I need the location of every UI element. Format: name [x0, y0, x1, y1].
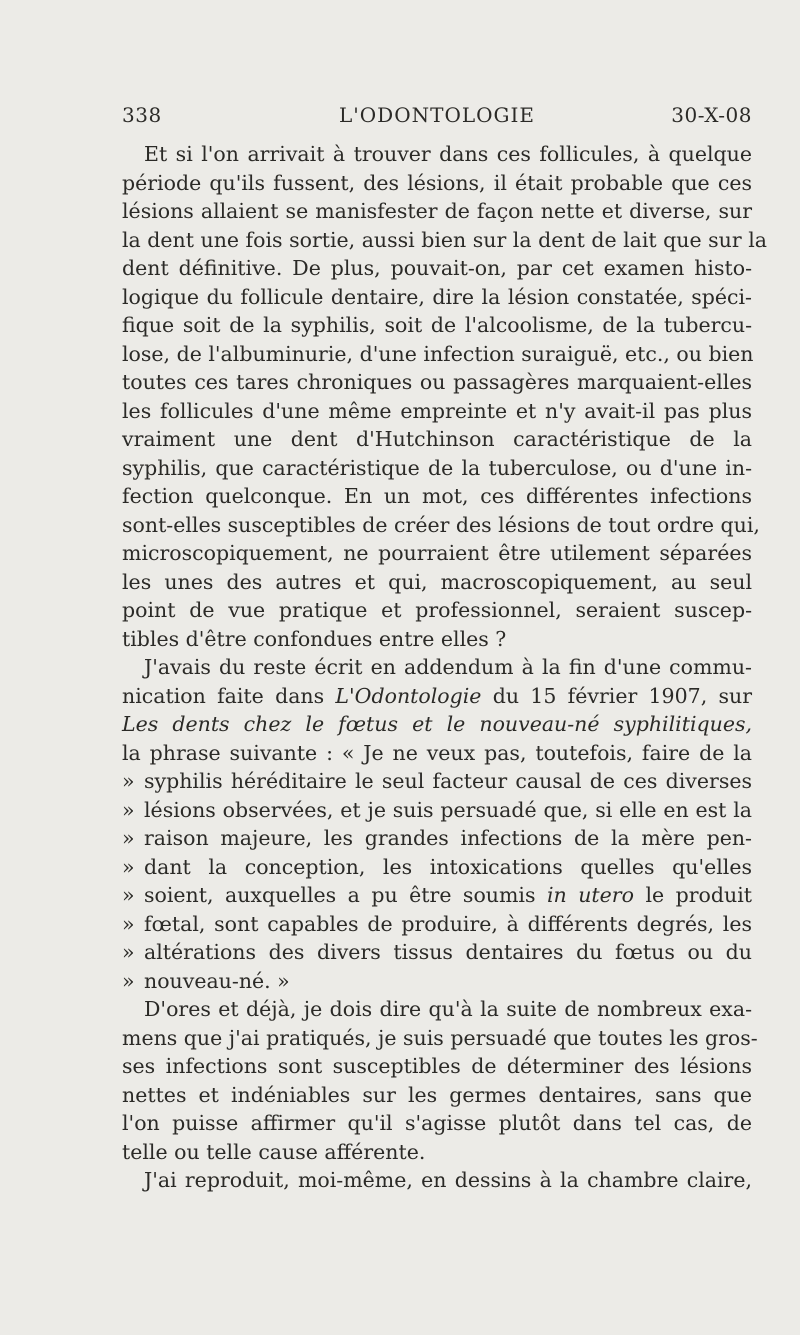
quote-line: » lésions observées, et je suis persuadé que, si elle en est la [122, 797, 752, 822]
text-line: toutes ces tares chroniques ou passagères marquaient-elles [122, 370, 752, 394]
text-line: lose, de l'albuminurie, d'une infection suraiguë, etc., ou bien [122, 341, 754, 366]
text-line: la phrase suivante : « Je ne veux pas, toutefois, faire de la [122, 740, 752, 765]
text-line: la dent une fois sortie, aussi bien sur la dent de lait que sur la [122, 227, 767, 252]
text-line: nettes et indéniables sur les germes dentaires, sans que [122, 1082, 752, 1107]
text-line: J'ai reproduit, moi-même, en dessins à la chambre claire, [144, 1168, 752, 1192]
journal-title: L'Odontologie [335, 683, 482, 708]
quote-line: » fœtal, sont capables de produire, à différents degrés, les [122, 911, 752, 936]
paragraph-2 [122, 653, 752, 995]
quote-line: » altérations des divers tissus dentaires du fœtus ou du [122, 940, 752, 964]
latin-term: in utero [547, 883, 634, 907]
text-line: les unes des autres et qui, macroscopiquement, au seul [122, 569, 752, 594]
text-line: J'avais du reste écrit en addendum à la fin d'une commu- [144, 655, 752, 679]
paragraph-4 [122, 1166, 752, 1195]
text-line: tibles d'être confondues entre elles ? [122, 626, 507, 651]
quote-line: » soient, auxquelles a pu être soumis in utero le produit [122, 883, 752, 907]
running-header [122, 103, 752, 133]
text-line: sont-elles susceptibles de créer des lésions de tout ordre qui, [122, 512, 760, 537]
text-line: fection quelconque. En un mot, ces différentes infections [122, 484, 752, 508]
text-line: microscopiquement, ne pourraient être utilement séparées [122, 541, 752, 565]
quote-line: » syphilis héréditaire le seul facteur causal de ces diverses [122, 769, 752, 793]
text-line: logique du follicule dentaire, dire la lésion constatée, spéci- [122, 284, 752, 309]
issue-date: 30-X-08 [671, 103, 752, 127]
quote-line: » nouveau-né. » [122, 968, 290, 993]
text-line: période qu'ils fussent, des lésions, il était probable que ces [122, 170, 752, 195]
text-line: mens que j'ai pratiqués, je suis persuadé que toutes les gros- [122, 1025, 758, 1050]
text-line: ses infections sont susceptibles de déterminer des lésions [122, 1054, 752, 1078]
paragraph-3 [122, 995, 758, 1166]
text-line: l'on puisse affirmer qu'il s'agisse plutôt dans tel cas, de [122, 1111, 752, 1135]
text-line: telle ou telle cause afférente. [122, 1139, 426, 1164]
page-body [122, 140, 767, 1195]
quote-line: » dant la conception, les intoxications quelles qu'elles [122, 854, 752, 879]
text-line: vraiment une dent d'Hutchinson caractéristique de la [122, 427, 752, 451]
text-line [122, 710, 752, 739]
running-title: L'ODONTOLOGIE [339, 103, 535, 127]
text-line: nication faite dans L'Odontologie du 15 février 1907, sur [122, 683, 752, 708]
text-line: lésions allaient se manisfester de façon nette et diverse, sur [122, 199, 752, 223]
text-line: dent définitive. De plus, pouvait-on, par cet examen histo- [122, 256, 752, 280]
quote-line: » raison majeure, les grandes infections de la mère pen- [122, 826, 752, 850]
text-line: D'ores et déjà, je dois dire qu'à la suite de nombreux exa- [144, 997, 752, 1021]
article-title: Les dents chez le fœtus et le nouveau-né syphilitiques, [122, 712, 752, 736]
text-line: point de vue pratique et professionnel, seraient suscep- [122, 598, 752, 622]
page-number: 338 [122, 103, 162, 127]
paragraph-1 [122, 140, 767, 653]
text-line: syphilis, que caractéristique de la tuberculose, ou d'une in- [122, 455, 752, 480]
text-line: fique soit de la syphilis, soit de l'alcoolisme, de la tubercu- [122, 313, 752, 337]
text-line: Et si l'on arrivait à trouver dans ces follicules, à quelque [144, 142, 752, 166]
text-line: les follicules d'une même empreinte et n'y avait-il pas plus [122, 398, 752, 423]
